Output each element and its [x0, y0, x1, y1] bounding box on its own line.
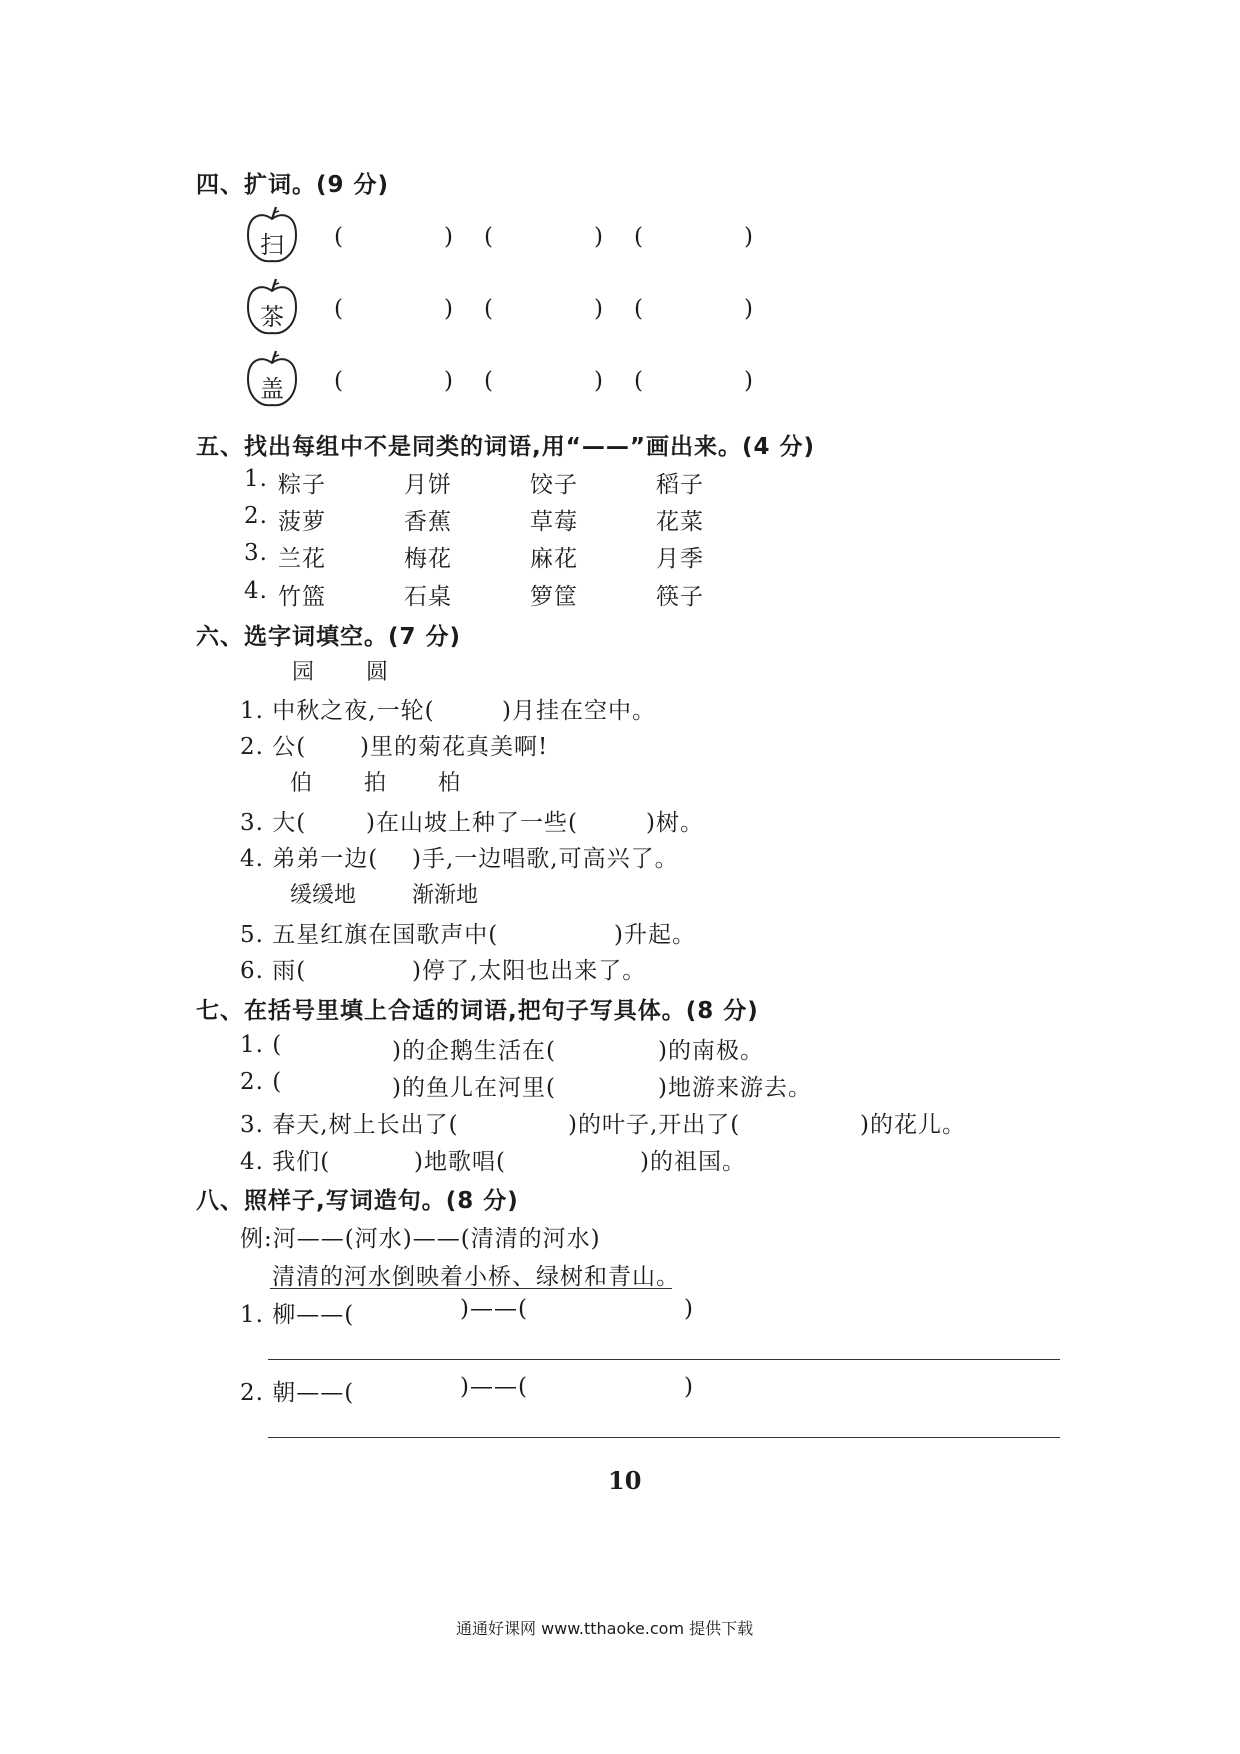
word: 月季 [656, 546, 704, 572]
answer-writing-line[interactable] [268, 1437, 1060, 1438]
section-5-title: 五、找出每组中不是同类的词语,用“——”画出来。(4 分) [196, 434, 816, 460]
word: 梅花 [404, 546, 452, 572]
apple-char: 茶 [260, 303, 284, 331]
row-number: 1. [244, 466, 268, 492]
section-7-title: 七、在括号里填上合适的词语,把句子写具体。(8 分) [196, 998, 759, 1024]
word: 粽子 [278, 472, 326, 498]
page-number: 10 [608, 1466, 642, 1495]
answer-paren-open: ( [484, 368, 493, 394]
answer-paren-close: ) [744, 296, 753, 322]
choice-option: 渐渐地 [412, 883, 479, 908]
answer-paren-open: ( [484, 224, 493, 250]
answer-paren-open: ( [334, 368, 343, 394]
choice-option: 缓缓地 [290, 883, 357, 908]
word: 香蕉 [404, 509, 452, 535]
word: 月饼 [404, 472, 452, 498]
choice-option: 柏 [438, 771, 461, 796]
section-8-title: 八、照样子,写词造句。(8 分) [196, 1188, 519, 1214]
choice-option: 圆 [366, 660, 389, 685]
answer-paren-close: ) [594, 368, 603, 394]
answer-paren-open: ( [634, 296, 643, 322]
example-underline [270, 1288, 672, 1289]
footer-source: 通通好课网 www.tthaoke.com 提供下载 [456, 1619, 754, 1638]
example-line: 例:河——(河水)——(清清的河水) [240, 1226, 601, 1252]
choice-option: 伯 [290, 771, 313, 796]
word: 竹篮 [278, 584, 326, 610]
answer-paren-close: ) [744, 224, 753, 250]
answer-paren-close: ) [444, 368, 453, 394]
answer-paren-open: ( [334, 296, 343, 322]
apple-icon [244, 277, 300, 339]
apple-char: 盖 [260, 375, 284, 403]
example-sentence: 清清的河水倒映着小桥、绿树和青山。 [272, 1264, 680, 1290]
word: 筷子 [656, 584, 704, 610]
word: 草莓 [530, 509, 578, 535]
choice-option: 园 [292, 660, 315, 685]
section-6-title: 六、选字词填空。(7 分) [196, 624, 462, 650]
answer-paren-close: ) [744, 368, 753, 394]
word: 花菜 [656, 509, 704, 535]
word: 麻花 [530, 546, 578, 572]
answer-paren-close: ) [594, 224, 603, 250]
row-number: 4. [244, 578, 268, 604]
answer-paren-close: ) [594, 296, 603, 322]
answer-paren-open: ( [484, 296, 493, 322]
word: 石桌 [404, 584, 452, 610]
apple-icon [244, 349, 300, 411]
row-number: 3. [244, 540, 268, 566]
apple-icon [244, 205, 300, 267]
word: 饺子 [530, 472, 578, 498]
apple-char: 扫 [260, 231, 284, 259]
word: 稻子 [656, 472, 704, 498]
word: 菠萝 [278, 509, 326, 535]
row-number: 2. [244, 503, 268, 529]
word: 箩筐 [530, 584, 578, 610]
word: 兰花 [278, 546, 326, 572]
answer-paren-open: ( [634, 224, 643, 250]
answer-paren-open: ( [334, 224, 343, 250]
answer-writing-line[interactable] [268, 1359, 1060, 1360]
choice-option: 拍 [364, 771, 387, 796]
section-4-title: 四、扩词。(9 分) [196, 172, 390, 198]
answer-paren-close: ) [444, 296, 453, 322]
answer-paren-close: ) [444, 224, 453, 250]
answer-paren-open: ( [634, 368, 643, 394]
